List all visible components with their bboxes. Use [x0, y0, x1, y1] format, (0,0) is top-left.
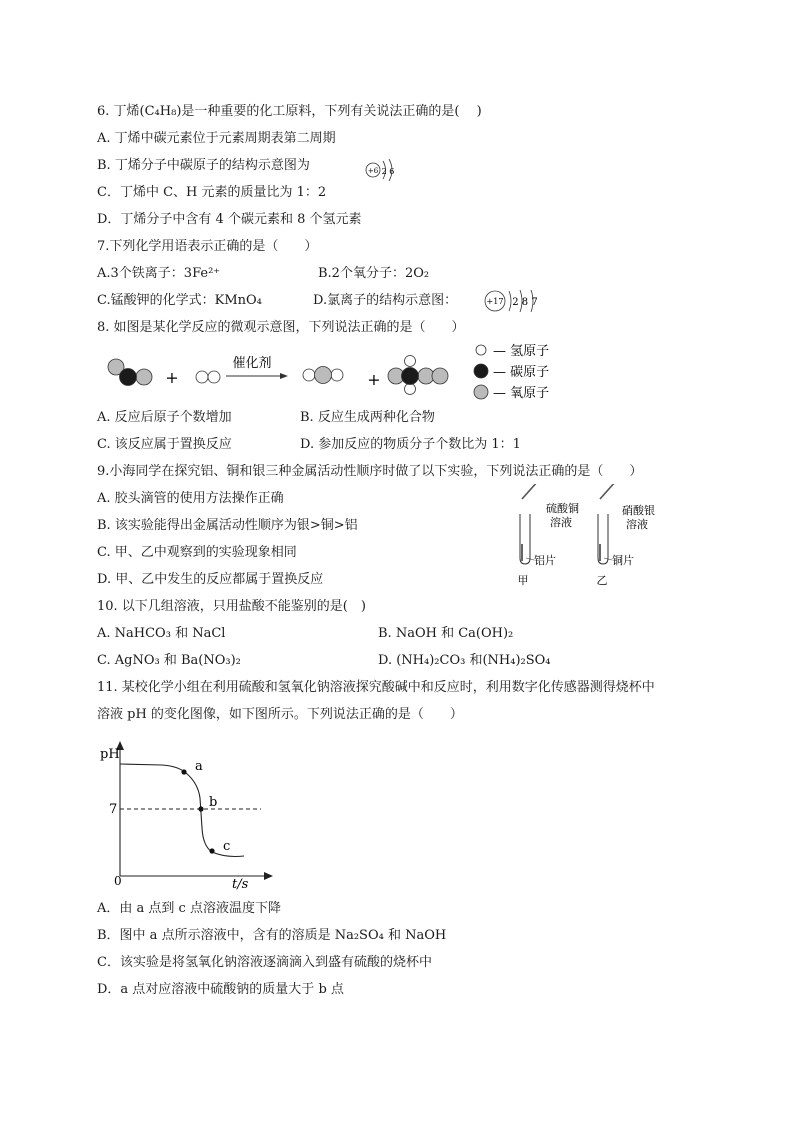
legend-carbon: — 碳原子 — [493, 365, 550, 380]
q9-option-a: A. 胶头滴管的使用方法操作正确 — [97, 491, 284, 506]
tube2-solution-label-1: 硝酸银 — [622, 504, 655, 517]
q9-option-c: C. 甲、乙中观察到的实验现象相同 — [97, 545, 297, 560]
dropper-1 — [522, 484, 538, 499]
q10-option-b: B. NaOH 和 Ca(OH)₂ — [378, 626, 514, 641]
q7-stem: 7.下列化学用语表示正确的是（ ） — [97, 239, 318, 254]
tube2-solution-label-2: 溶液 — [626, 518, 648, 531]
point-c-label: c — [223, 839, 231, 854]
q6-option-d: D．丁烯分子中含有 4 个碳元素和 8 个氢元素 — [97, 212, 362, 227]
q7-option-b: B.2个氧分子：2O₂ — [318, 266, 430, 281]
q11-option-c: C．该实验是将氢氧化钠溶液逐滴滴入到盛有硫酸的烧杯中 — [97, 955, 432, 970]
q7-option-d: D.氯离子的结构示意图： — [313, 293, 458, 308]
q6-option-b: B. 丁烯分子中碳原子的结构示意图为 — [97, 158, 310, 173]
q11-option-a: A．由 a 点到 c 点溶液温度下降 — [97, 901, 281, 916]
reaction-microscopic-diagram — [100, 343, 570, 405]
point-a-label: a — [195, 759, 203, 774]
carbon-legend-symbol — [474, 364, 488, 378]
q7-option-a: A.3个铁离子：3Fe²⁺ — [97, 266, 221, 281]
point-c — [209, 848, 214, 853]
tube1-solution-label-2: 溶液 — [550, 516, 572, 529]
q11-option-d: D．a 点对应溶液中硫酸钠的质量大于 b 点 — [97, 982, 344, 997]
h2o-molecule — [303, 367, 343, 384]
test-tube-jia — [520, 484, 544, 564]
q10-stem: 10. 以下几组溶液，只用盐酸不能鉴别的是( ) — [97, 599, 366, 614]
tube1-name: 甲 — [517, 574, 529, 587]
atom-shell-label: 2 6 — [381, 167, 395, 176]
q7-option-c: C.锰酸钾的化学式：KMnO₄ — [97, 293, 262, 308]
q8-option-b: B. 反应生成两种化合物 — [300, 410, 435, 425]
oxygen-legend-symbol — [474, 385, 488, 399]
test-tube-yi — [598, 484, 622, 564]
point-b — [198, 806, 203, 811]
tube1-metal-label: 铝片 — [534, 554, 556, 567]
dropper-2 — [600, 484, 616, 499]
q10-option-d: D. (NH₄)₂CO₃ 和(NH₄)₂SO₄ — [378, 653, 551, 668]
point-b-label: b — [209, 795, 218, 810]
ch4-molecule — [388, 356, 448, 395]
q9-stem: 9.小海同学在探究铝、铜和银三种金属活动性顺序时做了以下实验，下列说法正确的是（ ） — [97, 464, 643, 479]
ph-curve-chart — [96, 738, 276, 890]
q11-stem-line-1: 11. 某校化学小组在利用硫酸和氢氧化钠溶液探究酸碱中和反应时，利用数字化传感器测得烧杯中 — [97, 680, 655, 695]
q6-option-c: C．丁烯中 C、H 元素的质量比为 1：2 — [97, 185, 327, 200]
q8-stem: 8. 如图是某化学反应的微观示意图，下列说法正确的是（ ） — [97, 320, 465, 335]
point-a — [181, 769, 186, 774]
q10-option-c: C. AgNO₃ 和 Ba(NO₃)₂ — [97, 653, 241, 668]
plus-sign: + — [165, 368, 179, 387]
catalyst-label: 催化剂 — [232, 356, 272, 371]
tube2-metal-label: 铜片 — [612, 554, 634, 567]
tube1-solution-label-1: 硫酸铜 — [546, 502, 579, 515]
ion-nucleus-label: +17 — [486, 297, 504, 306]
h2-molecule — [196, 371, 220, 383]
chloride-ion-diagram — [482, 286, 550, 316]
q9-option-b: B. 该实验能得出金属活动性顺序为银>铜>铝 — [97, 518, 358, 533]
legend-hydrogen: — 氢原子 — [493, 344, 550, 359]
q11-stem-line-2: 溶液 pH 的变化图像，如下图所示。下列说法正确的是（ ） — [97, 707, 463, 722]
x-axis-label: t/s — [232, 877, 249, 890]
origin-label: 0 — [114, 874, 122, 888]
q8-option-c: C. 该反应属于置换反应 — [97, 437, 232, 452]
ion-shell-label: 2 8 7 — [512, 297, 538, 308]
q6-option-a: A. 丁烯中碳元素位于元素周期表第二周期 — [97, 131, 336, 146]
tube2-name: 乙 — [596, 574, 608, 587]
plus-sign-2: + — [367, 370, 381, 389]
hydrogen-legend-symbol — [476, 345, 486, 355]
q8-option-a: A. 反应后原子个数增加 — [97, 410, 232, 425]
y-axis-label: pH — [100, 747, 120, 762]
q10-option-a: A. NaHCO₃ 和 NaCl — [97, 626, 226, 641]
atom-nucleus-label: +6 — [367, 167, 379, 175]
q8-option-d: D. 参加反应的物质分子个数比为 1：1 — [300, 437, 521, 452]
metal-activity-experiment-diagram — [510, 484, 680, 590]
co2-molecule — [108, 359, 152, 386]
q9-option-d: D. 甲、乙中发生的反应都属于置换反应 — [97, 572, 324, 587]
y-tick-7: 7 — [109, 802, 118, 817]
carbon-atom-diagram — [364, 157, 404, 181]
legend-oxygen: — 氧原子 — [493, 386, 550, 401]
q11-option-b: B．图中 a 点所示溶液中，含有的溶质是 Na₂SO₄ 和 NaOH — [97, 928, 447, 943]
q6-stem: 6. 丁烯(C₄H₈)是一种重要的化工原料，下列有关说法正确的是( ) — [97, 104, 482, 119]
